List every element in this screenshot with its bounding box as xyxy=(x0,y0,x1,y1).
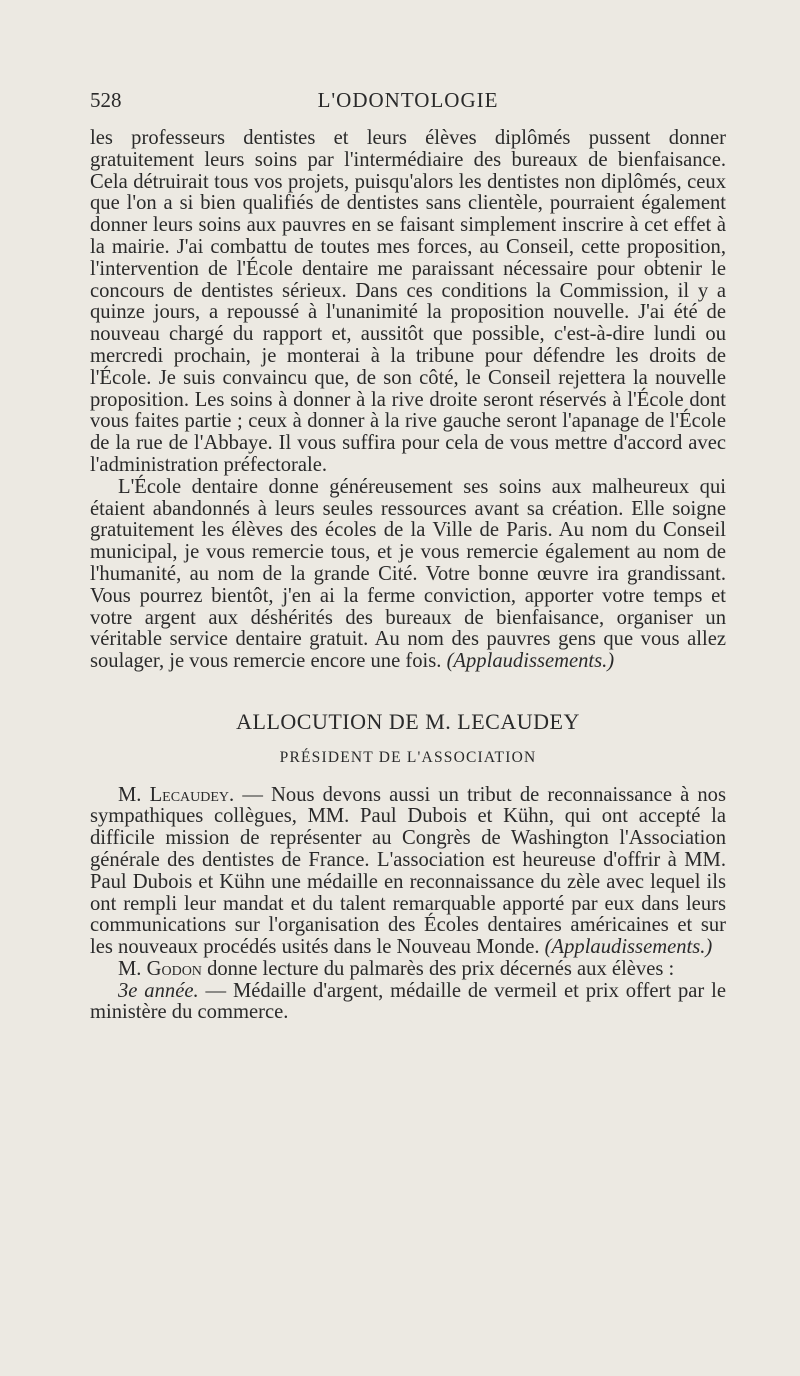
speaker-lecaudey: M. Lecaudey. xyxy=(118,783,235,806)
applause-1: (Applaudissements.) xyxy=(446,650,615,673)
paragraph-2 xyxy=(90,477,726,673)
page-number: 528 xyxy=(90,88,122,112)
paragraph-1: les professeurs dentistes et leurs élèves diplômés pussent donner gratuitement leurs soins par l'intermédiaire des bureaux de bienfaisance. Cela détruirait tous vos projets, puisqu'alors les dentistes non diplômés, ceux que l'on a si bien qualifiés de dentistes sans clientèle, pourraient également donner leurs soins aux pauvres en se faisant simplement inscrire à cet effet à la mairie. J'ai combattu de toutes mes forces, au Conseil, cette proposition, l'intervention de l'École dentaire me paraissant nécessaire pour obtenir le concours de dentistes sérieux. Dans ces conditions la Commission, il y a quinze jours, a repoussé à l'unanimité la proposition nouvelle. J'ai été de nouveau chargé du rapport et, aussitôt que possible, c'est-à-dire lundi ou mercredi prochain, je monterai à la tribune pour défendre les droits de l'École. Je suis convaincu que, de son côté, le Conseil rejettera la nouvelle proposition. Les soins à donner à la rive droite seront réservés à l'École dont vous faites partie ; ceux à donner à la rive gauche seront l'apanage de l'École de la rue de l'Abbaye. Il vous suffira pour cela de vous mettre d'accord avec l'administration préfectorale. xyxy=(90,127,726,476)
paragraph-3-text: — Nous devons aussi un tribut de reconnaissance à nos sympathiques collègues, MM. Paul Dubois et Kühn, qui ont accepté la difficile mission de représenter au Congrès de Washington l'Association générale des dentistes de France. L'association est heureuse d'offrir à MM. Paul Dubois et Kühn une médaille en reconnaissance du zèle avec lequel ils ont rempli leur mandat et du talent remarquable apporté par eux dans leurs communications sur l'organisation des Écoles dentaires américaines et sur les nouveaux procédés usités dans le Nouveau Monde. xyxy=(90,783,726,959)
applause-2: (Applaudissements.) xyxy=(544,936,713,959)
section-subtitle: PRÉSIDENT DE L'ASSOCIATION xyxy=(279,748,537,766)
page-header xyxy=(90,88,726,118)
page-body xyxy=(90,128,726,1024)
paragraph-5-text: — Médaille d'argent, médaille de vermeil et prix offert par le ministère du commerce. xyxy=(90,979,726,1024)
section-title: ALLOCUTION DE M. LECAUDEY xyxy=(236,708,580,734)
paragraph-5 xyxy=(90,981,726,1025)
paragraph-4 xyxy=(90,959,726,981)
running-title: L'ODONTOLOGIE xyxy=(317,88,499,112)
year-label: 3e année. xyxy=(118,979,199,1002)
paragraph-4-text: donne lecture du palmarès des prix décernés aux élèves : xyxy=(207,957,675,980)
paragraph-3 xyxy=(90,785,726,959)
paragraph-2-text: L'École dentaire donne généreusement ses soins aux malheureux qui étaient abandonnés à leurs seules ressources avant sa création. Elle soigne gratuitement les élèves des écoles de la Ville de Paris. Au nom du Conseil municipal, je vous remercie tous, et je vous remercie également au nom de l'humanité, au nom de la grande Cité. Votre bonne œuvre ira grandissant. Vous pourrez bientôt, j'en ai la ferme conviction, apporter votre temps et votre argent aux déshérités des bureaux de bienfaisance, organiser un véritable service dentaire gratuit. Au nom des pauvres gens que vous allez soulager, je vous remercie encore une fois. xyxy=(90,475,726,673)
speaker-godon: M. Godon xyxy=(118,957,202,980)
